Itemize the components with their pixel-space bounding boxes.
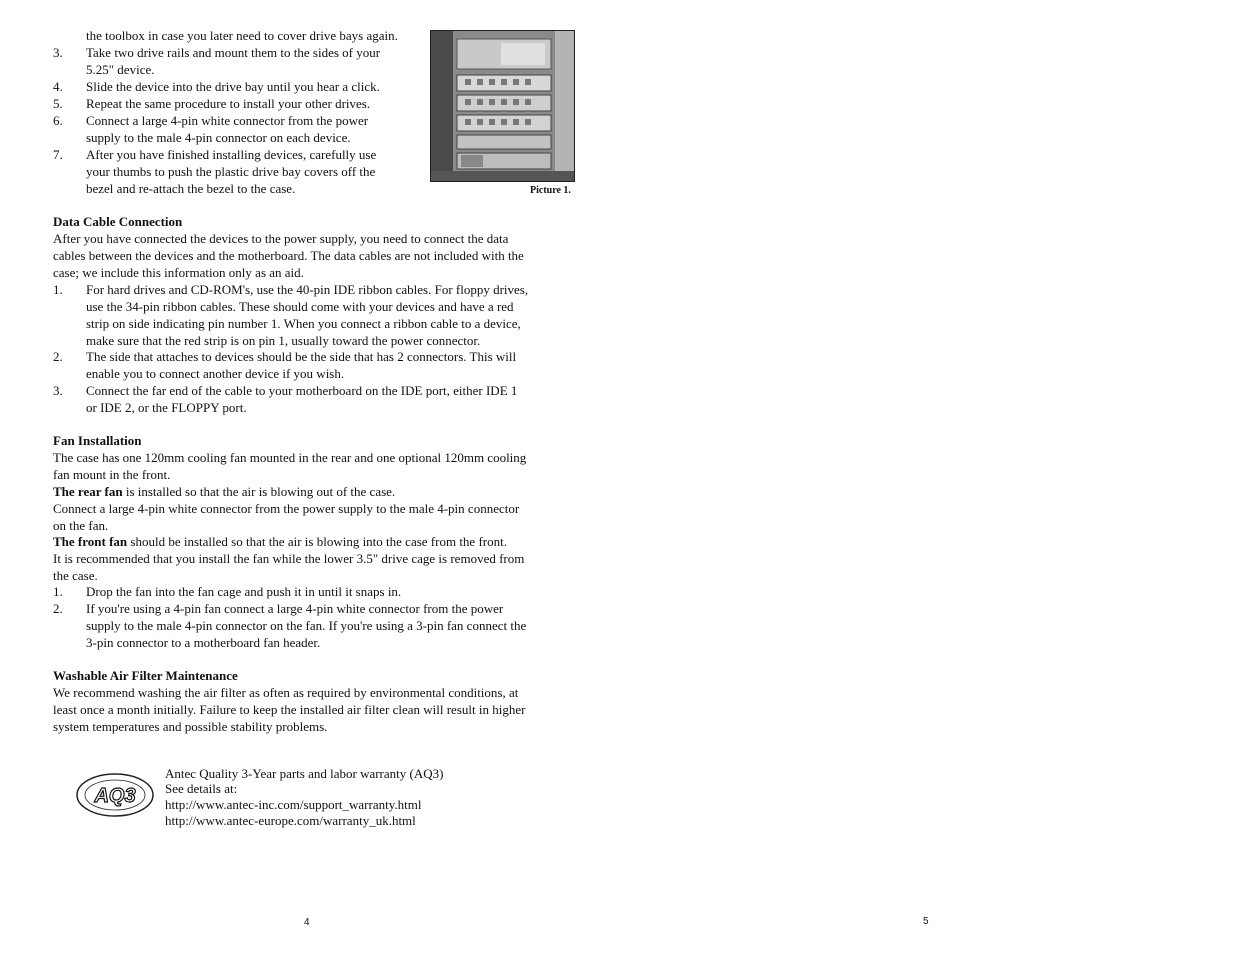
step-number: 3. <box>53 45 63 60</box>
rear-fan-text: is installed so that the air is blowing out of the case. <box>122 484 396 499</box>
step-text: Slide the device into the drive bay until you hear a click. <box>86 79 380 94</box>
step-number: 2. <box>53 601 63 616</box>
drive-bay-image <box>431 31 574 181</box>
step-text: Drop the fan into the fan cage and push it in until it snaps in. <box>86 584 402 599</box>
step-number: 7. <box>53 147 63 162</box>
paragraph-line: The case has one 120mm cooling fan mounted in the rear and one optional 120mm cooling <box>53 450 527 465</box>
step-text: Connect a large 4-pin white connector from the power <box>86 113 369 128</box>
step-text: your thumbs to push the plastic drive bay covers off the <box>86 164 376 179</box>
data-cable-heading: Data Cable Connection <box>53 214 183 229</box>
step-number: 1. <box>53 584 63 599</box>
paragraph-line: We recommend washing the air filter as often as required by environmental conditions, at <box>53 685 519 700</box>
step-text: Connect the far end of the cable to your motherboard on the IDE port, either IDE 1 <box>86 383 518 398</box>
paragraph-line: After you have connected the devices to the power supply, you need to connect the data <box>53 231 509 246</box>
step-text: 3-pin connector to a motherboard fan header. <box>86 635 321 650</box>
step-text: supply to the male 4-pin connector on each device. <box>86 130 351 145</box>
paragraph-line: cables between the devices and the motherboard. The data cables are not included with the <box>53 248 524 263</box>
step-text: The side that attaches to devices should be the side that has 2 connectors. This will <box>86 349 517 364</box>
paragraph-line: least once a month initially. Failure to keep the installed air filter clean will result in higher <box>53 702 526 717</box>
step-number: 2. <box>53 349 63 364</box>
warranty-url[interactable]: http://www.antec-inc.com/support_warranty.html <box>165 797 422 812</box>
step-text: After you have finished installing devices, carefully use <box>86 147 377 162</box>
drive-bay-photo <box>430 30 575 182</box>
paragraph-line: It is recommended that you install the fan while the lower 3.5" drive cage is removed from <box>53 551 525 566</box>
step-text: Repeat the same procedure to install your other drives. <box>86 96 371 111</box>
step-number: 5. <box>53 96 63 111</box>
page-number: 4 <box>304 917 310 928</box>
fan-heading: Fan Installation <box>53 433 142 448</box>
right-page <box>617 0 1235 954</box>
step-text: bezel and re-attach the bezel to the case. <box>86 181 296 196</box>
warranty-url[interactable]: http://www.antec-europe.com/warranty_uk.html <box>165 813 416 828</box>
front-fan-label: The front fan <box>53 534 128 549</box>
step-number: 4. <box>53 79 63 94</box>
step-number: 3. <box>53 383 63 398</box>
rear-fan-label: The rear fan <box>53 484 123 499</box>
step-text: Take two drive rails and mount them to the sides of your <box>86 45 381 60</box>
step-text: For hard drives and CD-ROM's, use the 40-pin IDE ribbon cables. For floppy drives, <box>86 282 529 297</box>
page-number: 5 <box>923 916 929 927</box>
step-text: 5.25" device. <box>86 62 155 77</box>
rear-fan-line <box>53 483 395 500</box>
paragraph-line: on the fan. <box>53 518 109 533</box>
step-text: use the 34-pin ribbon cables. These should come with your devices and have a red <box>86 299 514 314</box>
step-text: If you're using a 4-pin fan connect a large 4-pin white connector from the power <box>86 601 504 616</box>
paragraph-line: case; we include this information only as an aid. <box>53 265 304 280</box>
paragraph-line: the case. <box>53 568 98 583</box>
filter-heading: Washable Air Filter Maintenance <box>53 668 238 683</box>
step-text: make sure that the red strip is on pin 1, usually toward the power connector. <box>86 333 481 348</box>
step-text: supply to the male 4-pin connector on the fan. If you're using a 3-pin fan connect the <box>86 618 527 633</box>
picture-caption: Picture 1. <box>530 185 571 196</box>
aq3-logo <box>72 771 158 819</box>
warranty-line: Antec Quality 3-Year parts and labor warranty (AQ3) <box>165 766 444 781</box>
front-fan-line <box>53 533 507 550</box>
warranty-line: See details at: <box>165 781 238 796</box>
step-text: strip on side indicating pin number 1. When you connect a ribbon cable to a device, <box>86 316 521 331</box>
step-number: 1. <box>53 282 63 297</box>
intro-continuation: the toolbox in case you later need to cover drive bays again. <box>86 28 398 43</box>
step-text: or IDE 2, or the FLOPPY port. <box>86 400 247 415</box>
paragraph-line: Connect a large 4-pin white connector from the power supply to the male 4-pin connector <box>53 501 520 516</box>
left-page <box>0 0 617 954</box>
logo-text: AQ3 <box>94 785 136 807</box>
step-number: 6. <box>53 113 63 128</box>
paragraph-line: fan mount in the front. <box>53 467 171 482</box>
front-fan-text: should be installed so that the air is blowing into the case from the front. <box>127 534 507 549</box>
paragraph-line: system temperatures and possible stability problems. <box>53 719 328 734</box>
step-text: enable you to connect another device if you wish. <box>86 366 345 381</box>
